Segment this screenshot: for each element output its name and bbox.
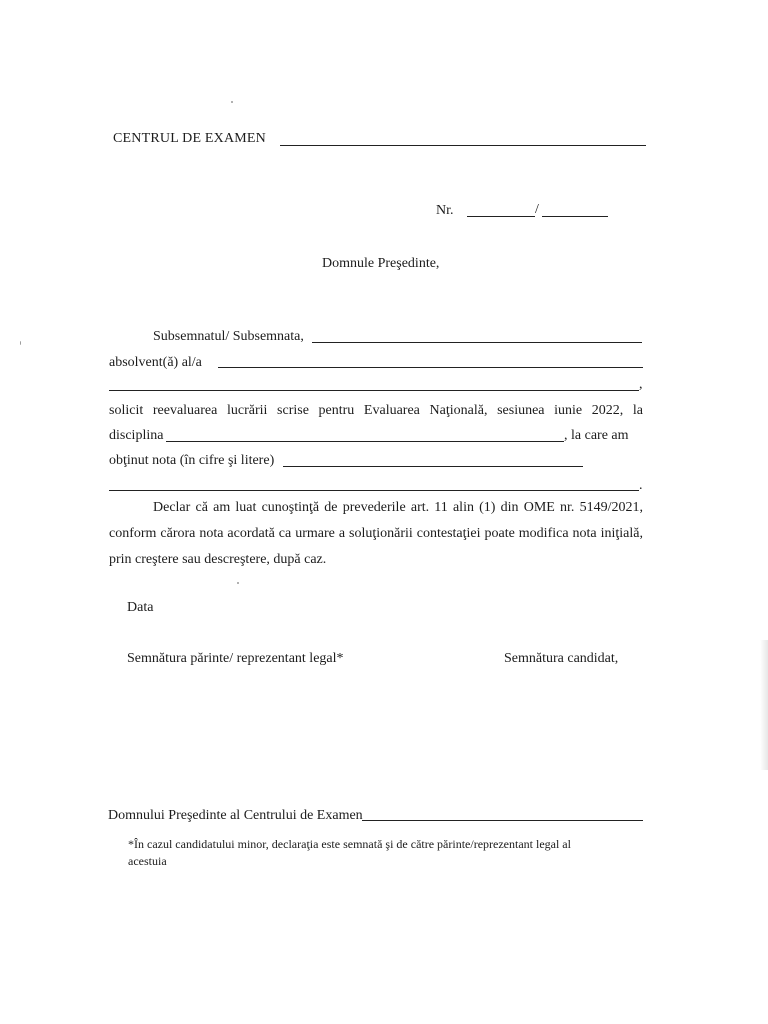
grade-label: obţinut nota (în cifre şi litere) (109, 453, 275, 468)
scan-speck (237, 582, 239, 584)
parent-signature-label: Semnătura părinte/ reprezentant legal* (127, 651, 344, 666)
applicant-label: Subsemnatul/ Subsemnata, (153, 329, 304, 344)
exam-center-name-field[interactable] (362, 820, 643, 821)
number-separator: / (535, 202, 539, 217)
footnote-line-2: acestuia (128, 854, 167, 868)
discipline-suffix: , la care am (564, 428, 629, 443)
line-end-period: . (639, 478, 643, 493)
grade-field[interactable] (283, 466, 583, 467)
number-label: Nr. (436, 203, 454, 218)
request-text: solicit reevaluarea lucrării scrise pentru Evaluarea Naţională, sesiunea iunie 2022, la (109, 403, 643, 418)
declaration-line-2: conform cărora nota acordată ca urmare a soluţionării contestaţiei poate modifica nota iniţială, (109, 526, 643, 541)
number-field[interactable] (467, 216, 535, 217)
school-field-continuation[interactable] (109, 390, 639, 391)
exam-center-label: CENTRUL DE EXAMEN (113, 131, 266, 146)
line-end-comma: , (639, 377, 643, 392)
candidate-signature-label: Semnătura candidat, (504, 651, 619, 666)
footnote-line-1: *În cazul candidatului minor, declaraţia este semnată şi de către părinte/reprezentant legal al (128, 837, 571, 851)
scan-speck (231, 101, 233, 103)
footnote (128, 836, 628, 870)
graduate-label: absolvent(ă) al/a (109, 355, 202, 370)
grade-field-continuation[interactable] (109, 490, 639, 491)
salutation: Domnule Preşedinte, (322, 256, 440, 271)
exam-center-field[interactable] (280, 145, 646, 146)
school-field[interactable] (218, 367, 643, 368)
discipline-field[interactable] (166, 441, 564, 442)
addressee-label: Domnului Preşedinte al Centrului de Examen (108, 808, 363, 823)
declaration-line-3: prin creştere sau descreştere, după caz. (109, 552, 327, 567)
declaration-line-1: Declar că am luat cunoştinţă de prevederile art. 11 alin (1) din OME nr. 5149/2021, (153, 500, 643, 515)
scan-speck (20, 341, 21, 345)
date-field[interactable] (542, 216, 608, 217)
discipline-label: disciplina (109, 428, 164, 443)
applicant-name-field[interactable] (312, 342, 642, 343)
scan-edge-shadow (760, 640, 768, 770)
date-label: Data (127, 600, 154, 615)
